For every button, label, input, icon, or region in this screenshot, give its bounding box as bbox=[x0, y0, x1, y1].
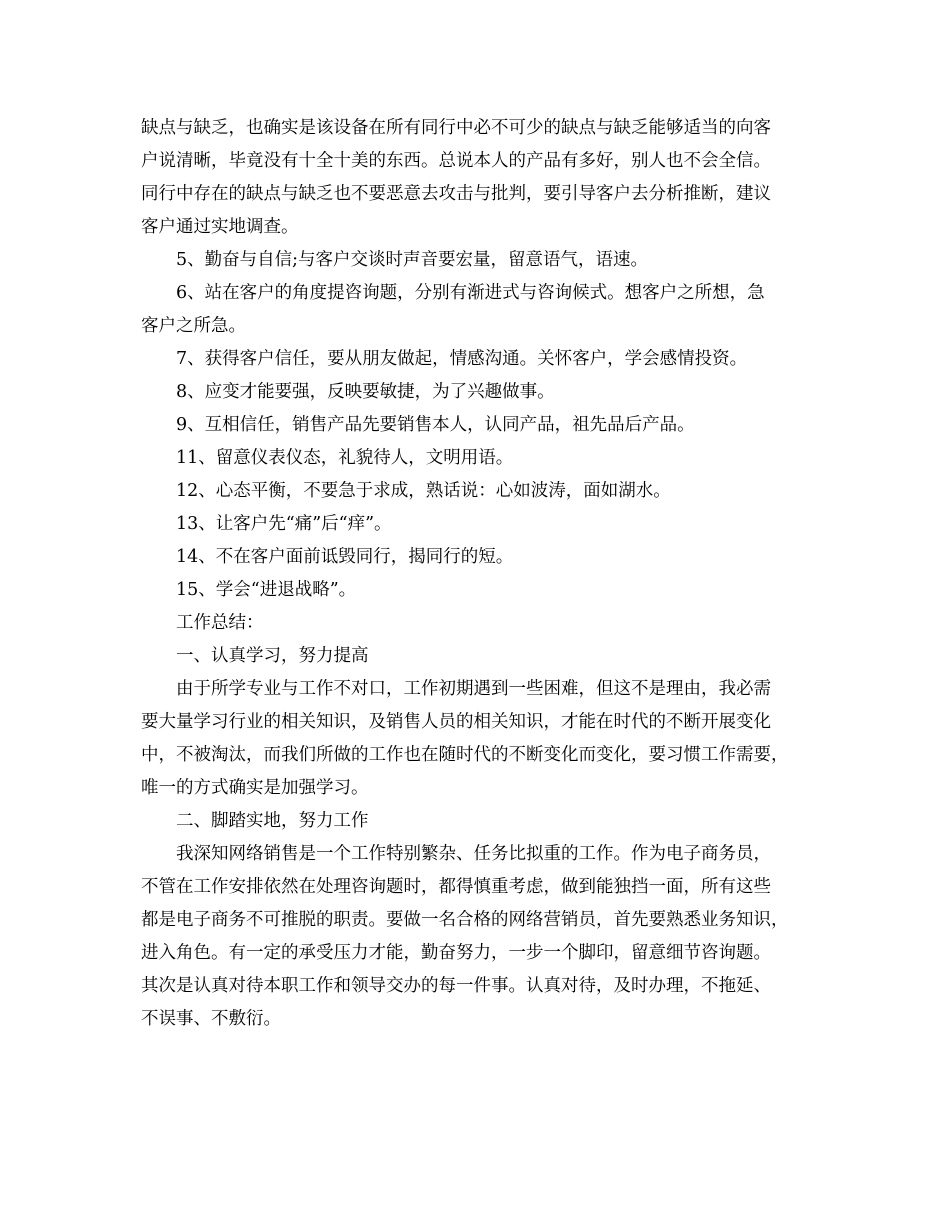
text-line: 户说清晰，毕竟没有十全十美的东西。总说本人的产品有多好，别人也不会全信。 bbox=[141, 151, 771, 171]
text-line: 客户通过实地调查。 bbox=[141, 217, 299, 237]
text-line: 同行中存在的缺点与缺乏也不要恶意去攻击与批判，要引导客户去分析推断，建议 bbox=[141, 184, 771, 204]
text-line: 要大量学习行业的相关知识，及销售人员的相关知识，才能在时代的不断开展变化 bbox=[141, 712, 771, 732]
text-line: 我深知网络销售是一个工作特别繁杂、任务比拟重的工作。作为电子商务员， bbox=[176, 844, 771, 864]
text-line: 13、让客户先“痛”后“痒”。 bbox=[176, 514, 392, 534]
text-line: 工作总结： bbox=[176, 613, 264, 633]
text-line: 进入角色。有一定的承受压力才能，勤奋努力，一步一个脚印，留意细节咨询题。 bbox=[141, 943, 771, 963]
text-line: 6、站在客户的角度提咨询题，分别有渐进式与咨询候式。想客户之所想，急 bbox=[176, 283, 765, 303]
text-line: 二、脚踏实地，努力工作 bbox=[176, 811, 369, 831]
text-line: 12、心态平衡，不要急于求成，熟话说：心如波涛，面如湖水。 bbox=[176, 481, 671, 501]
text-line: 5、勤奋与自信;与客户交谈时声音要宏量，留意语气，语速。 bbox=[176, 250, 649, 270]
document-body bbox=[141, 112, 821, 1036]
text-line: 由于所学专业与工作不对口，工作初期遇到一些困难，但这不是理由，我必需 bbox=[176, 679, 771, 699]
text-line: 7、获得客户信任，要从朋友做起，情感沟通。关怀客户，学会感情投资。 bbox=[176, 349, 748, 369]
text-line: 不管在工作安排依然在处理咨询题时，都得慎重考虑，做到能独挡一面，所有这些 bbox=[141, 877, 771, 897]
text-line: 9、互相信任，销售产品先要销售本人，认同产品，祖先品后产品。 bbox=[176, 415, 695, 435]
text-line: 15、学会“进退战略”。 bbox=[176, 580, 357, 600]
text-line: 11、留意仪表仪态，礼貌待人，文明用语。 bbox=[176, 448, 514, 468]
text-line: 中，不被淘汰，而我们所做的工作也在随时代的不断变化而变化，要习惯工作需要， bbox=[141, 745, 789, 765]
text-line: 都是电子商务不可推脱的职责。要做一名合格的网络营销员，首先要熟悉业务知识， bbox=[141, 910, 789, 930]
text-line: 缺点与缺乏，也确实是该设备在所有同行中必不可少的缺点与缺乏能够适当的向客 bbox=[141, 118, 771, 138]
text-line: 不误事、不敷衍。 bbox=[141, 1009, 281, 1029]
text-line: 唯一的方式确实是加强学习。 bbox=[141, 778, 369, 798]
text-line: 其次是认真对待本职工作和领导交办的每一件事。认真对待，及时办理，不拖延、 bbox=[141, 976, 771, 996]
text-line: 一、认真学习，努力提高 bbox=[176, 646, 369, 666]
text-line: 14、不在客户面前诋毁同行，揭同行的短。 bbox=[176, 547, 514, 567]
text-line: 8、应变才能要强，反映要敏捷，为了兴趣做事。 bbox=[176, 382, 555, 402]
text-line: 客户之所急。 bbox=[141, 316, 246, 336]
